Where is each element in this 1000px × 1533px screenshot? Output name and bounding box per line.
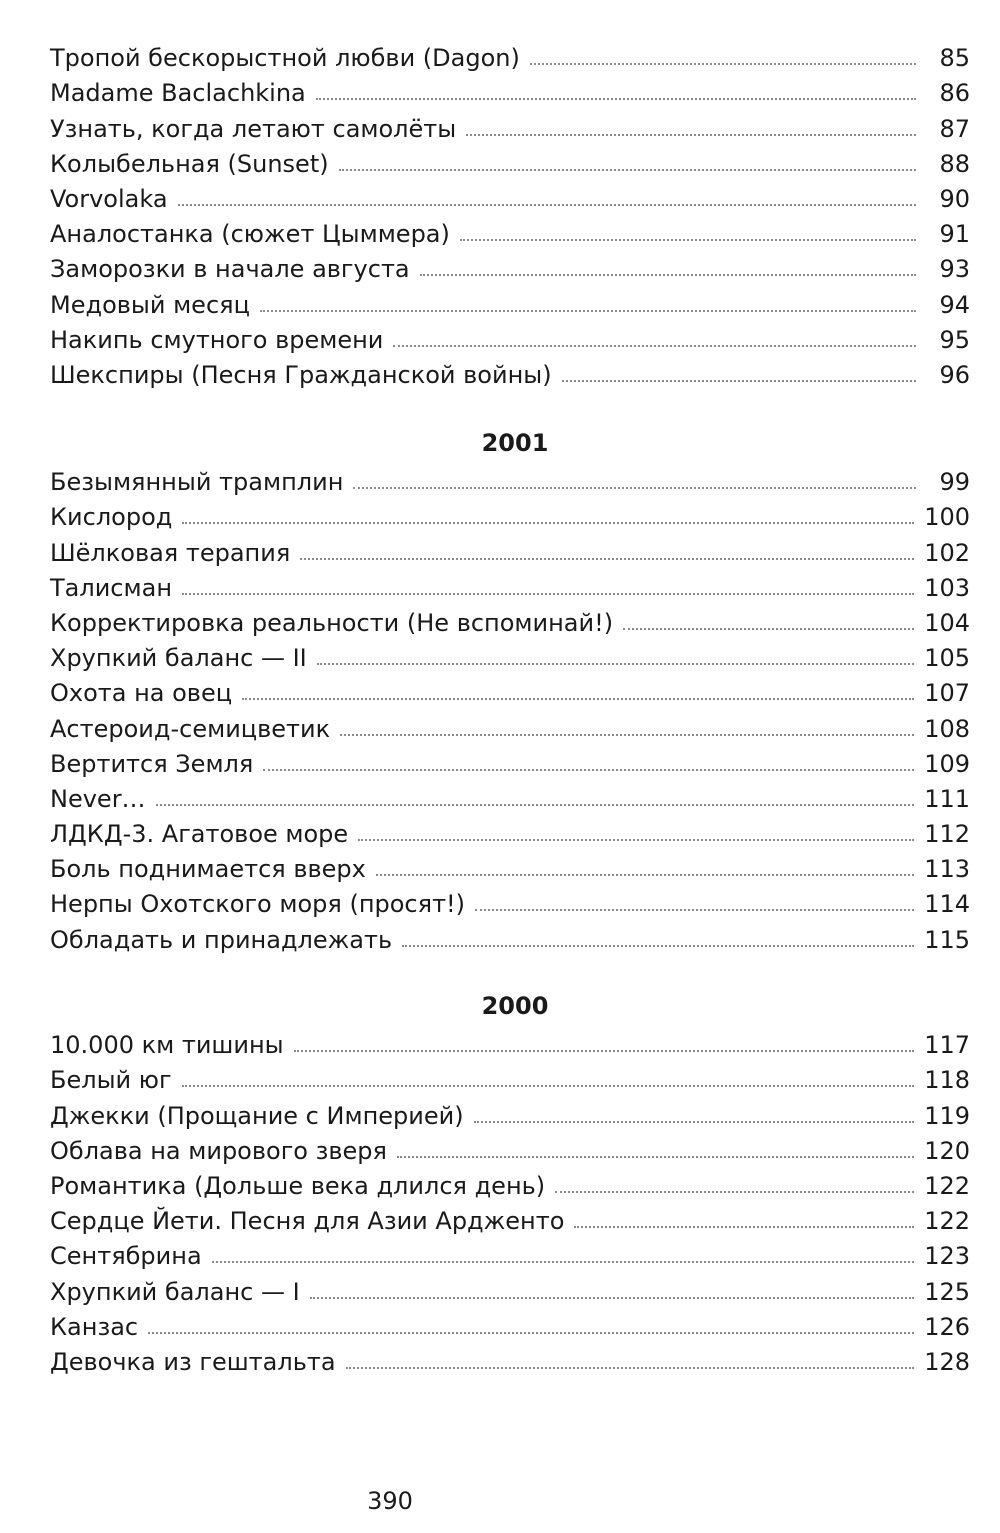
dot-leader [353, 487, 916, 489]
toc-entry-title: Хрупкий баланс — II [50, 644, 307, 673]
dot-leader [358, 839, 914, 841]
toc-entry [50, 532, 970, 567]
toc-entry-page: 122 [924, 1171, 970, 1200]
toc-entry-title: Шёлковая терапия [50, 538, 291, 567]
toc-entry-page: 128 [924, 1347, 970, 1376]
toc-entry [50, 919, 970, 954]
dot-leader [530, 63, 916, 65]
toc-entry [50, 638, 970, 673]
toc-entry [50, 1236, 970, 1271]
toc-entry-page: 120 [924, 1136, 970, 1165]
toc-entry-page: 90 [939, 184, 970, 213]
toc-entry [50, 849, 970, 884]
dot-leader [420, 274, 916, 276]
toc-entry-page: 111 [924, 784, 970, 813]
section-heading-2001: 2001 [481, 429, 549, 457]
toc-entry-title: Вертится Земля [50, 749, 254, 778]
toc-entry-page: 100 [924, 503, 970, 532]
dot-leader [475, 909, 914, 911]
toc-entry-page: 125 [924, 1277, 970, 1306]
toc-entry [50, 1095, 970, 1130]
toc-entry-page: 94 [939, 290, 970, 319]
dot-leader [346, 1367, 915, 1369]
dot-leader [402, 945, 914, 947]
toc-entry [50, 497, 970, 532]
toc-entry [50, 355, 970, 390]
toc-entry-page: 114 [924, 890, 970, 919]
toc-entry-title: Девочка из гештальта [50, 1347, 336, 1376]
toc-entry-page: 99 [939, 468, 970, 497]
toc-entry-page: 86 [939, 79, 970, 108]
toc-entry-title: Сентябрина [50, 1242, 202, 1271]
toc-entry-page: 91 [939, 220, 970, 249]
toc-entry [50, 603, 970, 638]
toc-entry [50, 249, 970, 284]
toc-entry [50, 673, 970, 708]
toc-entry-page: 88 [939, 149, 970, 178]
dot-leader [555, 1191, 914, 1193]
toc-entry-page: 105 [924, 644, 970, 673]
toc-entry [50, 779, 970, 814]
toc-entry-title: Шекспиры (Песня Гражданской войны) [50, 360, 552, 389]
dot-leader [562, 380, 916, 382]
toc-entry-page: 112 [924, 820, 970, 849]
dot-leader [156, 804, 915, 806]
toc-section-continued [50, 38, 970, 390]
toc-entry [50, 179, 970, 214]
dot-leader [182, 593, 914, 595]
toc-entry [50, 214, 970, 249]
toc-entry [50, 284, 970, 319]
toc-entry-page: 123 [924, 1242, 970, 1271]
toc-entry [50, 1131, 970, 1166]
toc-entry [50, 144, 970, 179]
toc-entry [50, 884, 970, 919]
toc-entry-page: 103 [924, 573, 970, 602]
toc-entry [50, 1060, 970, 1095]
toc-entry-page: 104 [924, 608, 970, 637]
toc-entry-page: 115 [924, 925, 970, 954]
toc-entry [50, 73, 970, 108]
dot-leader [212, 1261, 915, 1263]
toc-entry-title: Белый юг [50, 1066, 172, 1095]
dot-leader [182, 522, 914, 524]
toc-entry [50, 1166, 970, 1201]
toc-section-2000 [50, 1025, 970, 1377]
toc-entry-title: Аналостанка (сюжет Цыммера) [50, 220, 450, 249]
toc-entry-title: Боль поднимается вверх [50, 855, 366, 884]
toc-entry [50, 1201, 970, 1236]
toc-entry-title: Vorvolaka [50, 184, 168, 213]
toc-entry-title: Накипь смутного времени [50, 325, 384, 354]
toc-entry-page: 95 [939, 325, 970, 354]
toc-entry [50, 814, 970, 849]
toc-entry-title: Хрупкий баланс — I [50, 1277, 300, 1306]
toc-entry-title: Тропой бескорыстной любви (Dagon) [50, 44, 520, 73]
toc-entry-page: 96 [939, 360, 970, 389]
toc-entry-page: 102 [924, 538, 970, 567]
dot-leader [474, 1121, 915, 1123]
section-heading-2000: 2000 [481, 992, 549, 1020]
toc-entry-title: Заморозки в начале августа [50, 255, 410, 284]
toc-entry-title: Корректировка реальности (Не вспоминай!) [50, 608, 614, 637]
toc-entry [50, 744, 970, 779]
toc-entry-title: Колыбельная (Sunset) [50, 149, 329, 178]
dot-leader [148, 1332, 914, 1334]
toc-entry [50, 1025, 970, 1060]
toc-entry-page: 119 [924, 1101, 970, 1130]
toc-entry-title: 10.000 км тишины [50, 1031, 284, 1060]
toc-entry [50, 1307, 970, 1342]
toc-entry [50, 1271, 970, 1306]
toc-entry-page: 107 [924, 679, 970, 708]
toc-entry-page: 108 [924, 714, 970, 743]
toc-entry-title: Астероид-семицветик [50, 714, 331, 743]
toc-entry-title: Медовый месяц [50, 290, 250, 319]
dot-leader [397, 1156, 914, 1158]
dot-leader [294, 1050, 915, 1052]
toc-entry-page: 113 [924, 855, 970, 884]
toc-entry [50, 568, 970, 603]
toc-entry [50, 462, 970, 497]
toc-entry [50, 708, 970, 743]
toc-entry-page: 87 [939, 114, 970, 143]
page-number: 390 [367, 1487, 413, 1515]
toc-entry-title: Джекки (Прощание с Империей) [50, 1101, 464, 1130]
toc-entry-title: Облава на мирового зверя [50, 1136, 387, 1165]
dot-leader [260, 310, 916, 312]
dot-leader [339, 169, 916, 171]
dot-leader [178, 204, 916, 206]
toc-entry-title: Романтика (Дольше века длился день) [50, 1171, 546, 1200]
toc-entry [50, 320, 970, 355]
dot-leader [466, 134, 916, 136]
toc-entry-page: 85 [939, 44, 970, 73]
toc-entry-title: Madame Baclachkina [50, 79, 306, 108]
toc-entry-title: Безымянный трамплин [50, 468, 344, 497]
toc-section-2001 [50, 462, 970, 955]
dot-leader [310, 1297, 915, 1299]
dot-leader [316, 98, 916, 100]
dot-leader [623, 628, 914, 630]
toc-entry-title: Сердце Йети. Песня для Азии Ардженто [50, 1207, 565, 1236]
dot-leader [376, 874, 914, 876]
toc-entry [50, 108, 970, 143]
toc-entry-page: 109 [924, 749, 970, 778]
toc-entry-title: ЛДКД-3. Агатовое море [50, 820, 349, 849]
toc-entry-page: 117 [924, 1031, 970, 1060]
dot-leader [317, 663, 914, 665]
toc-entry-page: 122 [924, 1207, 970, 1236]
dot-leader [460, 239, 916, 241]
toc-entry-title: Never… [50, 784, 146, 813]
dot-leader [182, 1085, 915, 1087]
dot-leader [340, 734, 914, 736]
toc-entry-title: Талисман [50, 573, 173, 602]
dot-leader [300, 558, 914, 560]
dot-leader [263, 769, 914, 771]
toc-entry-page: 126 [924, 1312, 970, 1341]
dot-leader [393, 345, 916, 347]
toc-entry [50, 1342, 970, 1377]
toc-entry-title: Охота на овец [50, 679, 233, 708]
toc-entry-title: Нерпы Охотского моря (просят!) [50, 890, 466, 919]
toc-entry-title: Кислород [50, 503, 173, 532]
dot-leader [574, 1226, 914, 1228]
toc-entry [50, 38, 970, 73]
toc-entry-page: 118 [924, 1066, 970, 1095]
dot-leader [242, 698, 914, 700]
toc-entry-title: Канзас [50, 1312, 139, 1341]
toc-entry-title: Обладать и принадлежать [50, 925, 393, 954]
toc-entry-title: Узнать, когда летают самолёты [50, 114, 457, 143]
toc-entry-page: 93 [939, 255, 970, 284]
